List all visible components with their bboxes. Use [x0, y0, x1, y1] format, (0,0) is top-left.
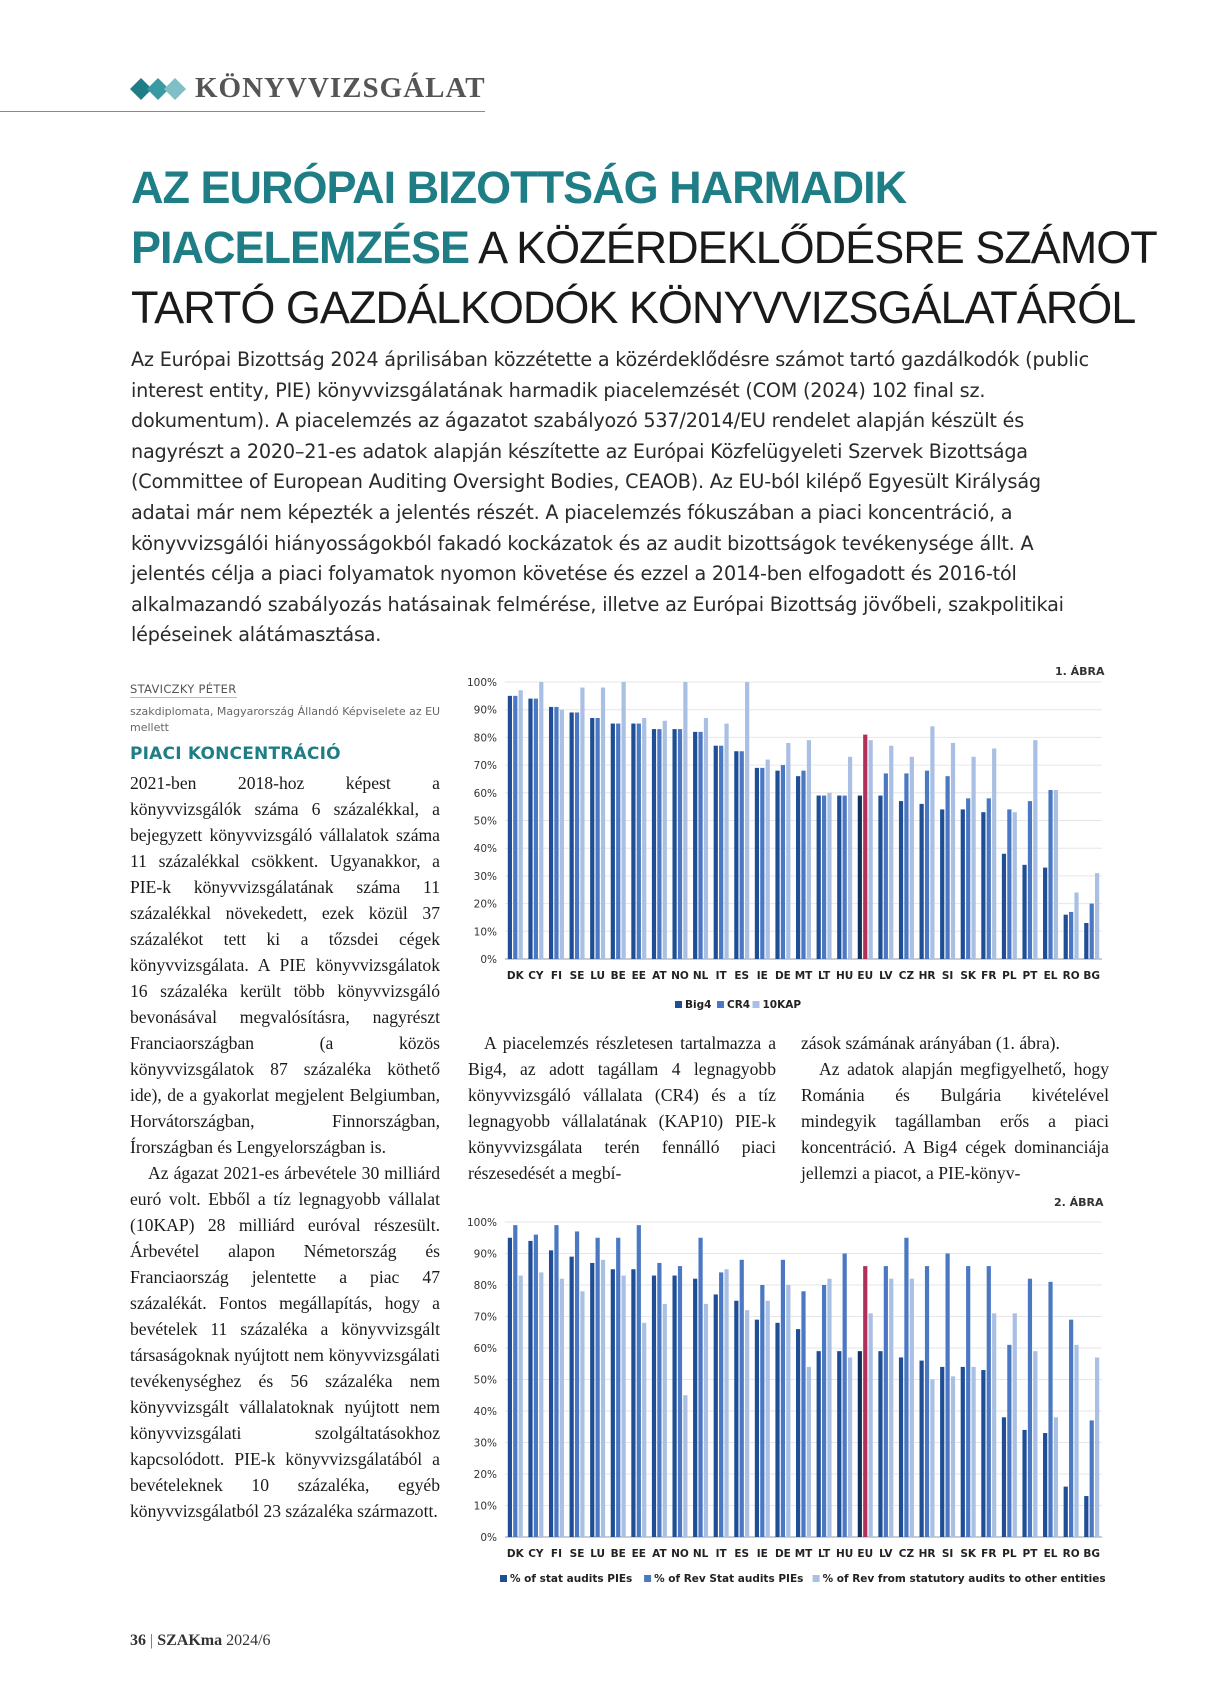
- bar-AT-0: [652, 1276, 656, 1537]
- x-tick-label: MT: [794, 970, 813, 982]
- x-tick-label: BE: [610, 1548, 626, 1560]
- bar-SE-1: [575, 712, 579, 959]
- bar-SK-1: [966, 1266, 970, 1537]
- bar-CZ-0: [899, 801, 903, 959]
- bar-CZ-0: [899, 1357, 903, 1537]
- bar-ES-0: [734, 751, 738, 959]
- bar-EL-0: [1043, 868, 1047, 959]
- bar-LU-2: [601, 1260, 605, 1537]
- page-footer: [130, 1632, 271, 1650]
- bar-EL-2: [1054, 790, 1058, 959]
- legend-label: % of Rev Stat audits PIEs: [654, 1573, 804, 1585]
- bar-MT-0: [796, 1329, 800, 1537]
- bar-LT-2: [827, 1279, 831, 1537]
- bar-RO-2: [1074, 893, 1078, 959]
- x-tick-label: CY: [528, 970, 544, 982]
- bar-IT-1: [719, 1272, 723, 1537]
- section-title: KÖNYVVIZSGÁLAT: [195, 72, 486, 104]
- bar-HU-1: [843, 1254, 847, 1538]
- bar-BE-0: [611, 1269, 615, 1537]
- bar-BE-1: [616, 1238, 620, 1537]
- bar-LT-2: [827, 793, 831, 959]
- y-tick-label: 100%: [466, 1217, 497, 1229]
- bar-NL-2: [704, 718, 708, 959]
- bar-RO-0: [1064, 915, 1068, 959]
- bar-FR-0: [981, 812, 985, 959]
- bar-SI-2: [951, 1376, 955, 1537]
- author-name: STAVICZKY PÉTER: [130, 682, 237, 696]
- bar-HU-0: [837, 796, 841, 959]
- bar-BG-0: [1084, 1496, 1088, 1537]
- bar-EE-1: [637, 724, 641, 959]
- bar-MT-2: [807, 740, 811, 959]
- bar-MT-0: [796, 776, 800, 959]
- bar-RO-0: [1064, 1487, 1068, 1537]
- x-tick-label: PT: [1022, 1548, 1038, 1560]
- section-header: [0, 70, 485, 112]
- bar-BG-2: [1095, 873, 1099, 959]
- bar-PL-1: [1007, 809, 1011, 959]
- bar-LU-0: [590, 718, 594, 959]
- headline-dark: A KÖZÉRDEKLŐDÉSRE SZÁMOT TARTÓ GAZDÁLKODÓK KÖNYVVIZSGÁLATÁRÓL: [131, 222, 1156, 333]
- bar-EE-0: [631, 1269, 635, 1537]
- y-tick-label: 30%: [473, 870, 497, 883]
- bar-EE-2: [642, 1323, 646, 1537]
- bar-NL-1: [698, 732, 702, 959]
- x-tick-label: LU: [590, 970, 606, 982]
- bar-BG-1: [1090, 1420, 1094, 1537]
- x-tick-label: PT: [1022, 970, 1038, 982]
- x-tick-label: HR: [918, 970, 936, 982]
- x-tick-label: FI: [550, 970, 563, 982]
- x-tick-label: EU: [857, 1548, 874, 1560]
- bar-SK-1: [966, 798, 970, 959]
- x-tick-label: IE: [756, 970, 768, 982]
- x-tick-label: DE: [774, 970, 791, 982]
- y-tick-label: 10%: [473, 1500, 497, 1513]
- bar-FI-2: [560, 1279, 564, 1537]
- x-tick-label: MT: [794, 1548, 813, 1560]
- y-tick-label: 80%: [473, 1280, 497, 1292]
- paragraph: Az adatok alapján megfigyelhető, hogy Románia és Bulgária kivételével mindegyik tagállamban erős a piaci koncentráció. A Big4 cégek dominanciája jellemzi a piacot, a PIE-könyv-: [801, 1059, 1109, 1183]
- bar-LV-2: [889, 746, 893, 959]
- legend-swatch: [644, 1575, 651, 1582]
- bar-SE-2: [580, 1291, 584, 1537]
- figure-2-chart: [460, 1204, 1110, 1589]
- paragraph: zások számának arányában (1. ábra).: [801, 1033, 1060, 1053]
- bar-DK-2: [519, 690, 523, 959]
- x-tick-label: HR: [918, 1548, 936, 1560]
- x-tick-label: SK: [960, 970, 977, 982]
- bar-SI-0: [940, 809, 944, 959]
- x-tick-label: IT: [715, 970, 727, 982]
- bar-IE-0: [755, 768, 759, 959]
- bar-ES-2: [745, 682, 749, 959]
- bar-BG-2: [1095, 1357, 1099, 1537]
- x-tick-label: IT: [715, 1548, 727, 1560]
- bar-CY-0: [528, 699, 532, 959]
- bar-NO-1: [678, 729, 682, 959]
- x-tick-label: EE: [631, 1548, 646, 1560]
- bar-DK-2: [519, 1276, 523, 1537]
- bar-MT-1: [801, 771, 805, 959]
- bar-BE-0: [611, 724, 615, 959]
- x-tick-label: IE: [756, 1548, 768, 1560]
- bar-HR-1: [925, 771, 929, 959]
- bar-IE-0: [755, 1320, 759, 1537]
- bar-PL-2: [1013, 812, 1017, 959]
- bar-LU-1: [596, 718, 600, 959]
- x-tick-label: EL: [1043, 970, 1058, 982]
- x-tick-label: BG: [1083, 1548, 1101, 1560]
- bar-LU-0: [590, 1263, 594, 1537]
- bar-LT-0: [817, 1351, 821, 1537]
- bar-IE-2: [766, 1301, 770, 1537]
- x-tick-label: HU: [836, 970, 854, 982]
- x-tick-label: CY: [528, 1548, 544, 1560]
- bar-PL-0: [1002, 854, 1006, 959]
- bar-AT-0: [652, 729, 656, 959]
- left-column: [130, 770, 440, 1524]
- bar-HU-1: [843, 796, 847, 959]
- x-tick-label: AT: [652, 970, 667, 982]
- bar-FR-0: [981, 1370, 985, 1537]
- x-tick-label: AT: [652, 1548, 667, 1560]
- bar-EU-1: [863, 735, 867, 959]
- bar-EE-2: [642, 718, 646, 959]
- legend-swatch: [675, 1001, 682, 1008]
- bar-RO-1: [1069, 912, 1073, 959]
- bar-RO-2: [1074, 1345, 1078, 1537]
- bar-BG-0: [1084, 923, 1088, 959]
- x-tick-label: FR: [981, 970, 997, 982]
- x-tick-label: RO: [1062, 1548, 1080, 1560]
- x-tick-label: LT: [818, 970, 831, 982]
- bar-CY-2: [539, 682, 543, 959]
- x-tick-label: DE: [774, 1548, 791, 1560]
- legend-label: CR4: [727, 999, 751, 1011]
- bar-AT-1: [657, 1263, 661, 1537]
- x-tick-label: DK: [506, 1548, 524, 1560]
- bar-PL-2: [1013, 1313, 1017, 1537]
- article-headline: [131, 158, 1181, 338]
- bar-CZ-2: [910, 757, 914, 959]
- bar-LV-1: [884, 1266, 888, 1537]
- figure-1-label: 1. ÁBRA: [1055, 665, 1105, 678]
- x-tick-label: FR: [981, 1548, 997, 1560]
- bar-SK-2: [971, 757, 975, 959]
- bar-EE-1: [637, 1225, 641, 1537]
- bar-DE-0: [775, 771, 779, 959]
- bar-EL-0: [1043, 1433, 1047, 1537]
- bar-PT-2: [1033, 1351, 1037, 1537]
- y-tick-label: 0%: [480, 1532, 497, 1544]
- bar-NO-0: [672, 729, 676, 959]
- bar-AT-2: [663, 1304, 667, 1537]
- bar-LV-0: [878, 796, 882, 959]
- bar-PT-0: [1022, 1430, 1026, 1537]
- y-tick-label: 60%: [473, 1343, 497, 1355]
- bar-DK-1: [513, 1225, 517, 1537]
- figure-1-chart: [460, 672, 1110, 1017]
- bar-CY-1: [534, 699, 538, 959]
- bar-DK-0: [508, 1238, 512, 1537]
- x-tick-label: DK: [506, 970, 524, 982]
- y-tick-label: 20%: [473, 898, 497, 911]
- x-tick-label: SI: [941, 1548, 954, 1560]
- x-tick-label: NL: [692, 970, 709, 982]
- x-tick-label: EU: [857, 970, 874, 982]
- bar-FR-1: [987, 1266, 991, 1537]
- bar-BE-2: [622, 1276, 626, 1537]
- bar-ES-0: [734, 1301, 738, 1537]
- x-tick-label: BE: [610, 970, 626, 982]
- author-role: szakdiplomata, Magyarország Állandó Képviselete az EU mellett: [130, 705, 441, 734]
- y-tick-label: 40%: [473, 843, 497, 856]
- bar-PT-0: [1022, 865, 1026, 959]
- diamond-logo-icon: [128, 76, 188, 102]
- paragraph: A piacelemzés részletesen tartalmazza a Big4, az adott tagállam 4 legnagyobb könyvvizsgáló vállalata (CR4) és a tíz legnagyobb vállalatának (KAP10) PIE-k könyvvizsgálata terén fennálló piaci részesedését a megbí-: [468, 1033, 776, 1183]
- bar-NO-1: [678, 1266, 682, 1537]
- bar-LT-1: [822, 796, 826, 959]
- bar-HU-2: [848, 757, 852, 959]
- bar-PL-1: [1007, 1345, 1011, 1537]
- bar-DE-2: [786, 1285, 790, 1537]
- bar-SI-2: [951, 743, 955, 959]
- bar-HR-2: [930, 726, 934, 959]
- x-tick-label: LU: [590, 1548, 606, 1560]
- bar-MT-1: [801, 1291, 805, 1537]
- bar-BE-2: [622, 682, 626, 959]
- bar-SK-0: [961, 1367, 965, 1537]
- bar-FR-2: [992, 748, 996, 959]
- x-tick-label: EL: [1043, 1548, 1058, 1560]
- bar-BG-1: [1090, 904, 1094, 959]
- x-tick-label: PL: [1002, 1548, 1017, 1560]
- bar-AT-2: [663, 721, 667, 959]
- y-tick-label: 30%: [473, 1437, 497, 1450]
- bar-PL-0: [1002, 1417, 1006, 1537]
- bar-PT-1: [1028, 801, 1032, 959]
- bar-EU-0: [858, 796, 862, 959]
- x-tick-label: SI: [941, 970, 954, 982]
- author-block: [130, 678, 445, 736]
- y-tick-label: 20%: [473, 1469, 497, 1481]
- bar-LU-1: [596, 1238, 600, 1537]
- bar-FR-2: [992, 1313, 996, 1537]
- bar-FR-1: [987, 798, 991, 959]
- bar-SI-1: [946, 1254, 950, 1538]
- bar-IE-2: [766, 760, 770, 959]
- x-tick-label: SE: [569, 1548, 585, 1560]
- bar-DE-1: [781, 1260, 785, 1537]
- x-tick-label: BG: [1083, 970, 1101, 982]
- x-tick-label: CZ: [898, 1548, 915, 1560]
- bar-CZ-1: [904, 1238, 908, 1537]
- x-tick-label: NL: [692, 1548, 709, 1560]
- bar-DK-1: [513, 696, 517, 959]
- legend-label: % of Rev from statutory audits to other entities: [822, 1573, 1106, 1585]
- x-tick-label: SE: [569, 970, 585, 982]
- bar-FI-0: [549, 707, 553, 959]
- bar-SE-0: [570, 1257, 574, 1537]
- x-tick-label: ES: [734, 1548, 750, 1560]
- bar-SI-0: [940, 1367, 944, 1537]
- bar-EU-0: [858, 1351, 862, 1537]
- bar-HR-1: [925, 1266, 929, 1537]
- bar-EL-1: [1048, 790, 1052, 959]
- bar-CZ-1: [904, 773, 908, 959]
- legend-label: 10KAP: [762, 999, 802, 1011]
- bar-LV-1: [884, 773, 888, 959]
- x-tick-label: FI: [550, 1548, 563, 1560]
- bar-LV-2: [889, 1279, 893, 1537]
- bar-SK-2: [971, 1367, 975, 1537]
- bar-PT-1: [1028, 1279, 1032, 1537]
- bar-FI-0: [549, 1250, 553, 1537]
- x-tick-label: LV: [879, 970, 893, 982]
- bar-CY-2: [539, 1272, 543, 1537]
- bar-SK-0: [961, 809, 965, 959]
- bar-IT-0: [714, 1294, 718, 1537]
- y-tick-label: 70%: [473, 760, 497, 773]
- x-tick-label: SK: [960, 1548, 977, 1560]
- bar-EU-2: [869, 1313, 873, 1537]
- bar-ES-1: [740, 751, 744, 959]
- bar-IE-1: [760, 1285, 764, 1537]
- legend-swatch: [500, 1575, 507, 1582]
- footer-separator: |: [150, 1632, 154, 1649]
- subheading: PIACI KONCENTRÁCIÓ: [130, 744, 341, 764]
- bar-NO-2: [683, 1395, 687, 1537]
- bar-CZ-2: [910, 1279, 914, 1537]
- y-tick-label: 90%: [473, 704, 497, 717]
- bar-IT-1: [719, 746, 723, 959]
- bar-CY-0: [528, 1241, 532, 1537]
- bar-DE-1: [781, 765, 785, 959]
- bar-MT-2: [807, 1367, 811, 1537]
- x-tick-label: PL: [1002, 970, 1017, 982]
- bar-BE-1: [616, 724, 620, 959]
- bar-EU-1: [863, 1266, 867, 1537]
- legend-swatch: [813, 1575, 820, 1582]
- x-tick-label: HU: [836, 1548, 854, 1560]
- headline-teal: AZ EURÓPAI BIZOTTSÁG HARMADIK PIACELEMZÉSE: [131, 162, 907, 273]
- y-tick-label: 10%: [473, 926, 497, 939]
- x-tick-label: NO: [671, 1548, 689, 1560]
- issue-number: 2024/6: [226, 1632, 271, 1649]
- page-number: 36: [130, 1632, 146, 1649]
- bar-FI-2: [560, 710, 564, 959]
- bar-FI-1: [554, 707, 558, 959]
- bar-NO-2: [683, 682, 687, 959]
- x-tick-label: ES: [734, 970, 750, 982]
- bar-EE-0: [631, 724, 635, 959]
- bar-SE-1: [575, 1231, 579, 1537]
- bar-LV-0: [878, 1351, 882, 1537]
- x-tick-label: CZ: [898, 970, 915, 982]
- y-tick-label: 90%: [473, 1248, 497, 1261]
- bar-FI-1: [554, 1225, 558, 1537]
- paragraph: Az ágazat 2021-es árbevétele 30 milliárd euró volt. Ebből a tíz legnagyobb vállalat (10KAP) 28 milliárd euróval részesült. Árbevétel alapon Németország és Franciaország jelentette a piac 47 százalékát. Fontos megállapítás, hogy a bevételek 11 százaléka a könyvvizsgált társaságoknak nyújtott nem könyvvizsgálati tevékenységhez és 56 százaléka nem könyvvizsgált vállalatoknak nyújtott nem könyvvizsgálati szolgáltatásokhoz kapcsolódott. PIE-k könyvvizsgálatából a bevételeknek 10 százaléka, egyéb könyvvizsgálatból 23 százaléka származott.: [130, 1163, 440, 1521]
- y-tick-label: 50%: [473, 1374, 497, 1387]
- legend-label: Big4: [685, 999, 712, 1011]
- x-tick-label: NO: [671, 970, 689, 982]
- bar-EU-2: [869, 740, 873, 959]
- bar-NL-2: [704, 1304, 708, 1537]
- x-tick-label: LV: [879, 1548, 893, 1560]
- bar-NL-0: [693, 732, 697, 959]
- bar-CY-1: [534, 1235, 538, 1537]
- bar-DE-0: [775, 1323, 779, 1537]
- bar-NO-0: [672, 1276, 676, 1537]
- bar-NL-0: [693, 1279, 697, 1537]
- bar-DE-2: [786, 743, 790, 959]
- bar-IE-1: [760, 768, 764, 959]
- bar-EL-1: [1048, 1282, 1052, 1537]
- magazine-name: SZAKma: [157, 1632, 223, 1649]
- bar-SE-0: [570, 712, 574, 959]
- x-tick-label: EE: [631, 970, 646, 982]
- bar-HR-0: [920, 1361, 924, 1537]
- x-tick-label: RO: [1062, 970, 1080, 982]
- lead-paragraph: Az Európai Bizottság 2024 áprilisában közzétette a közérdeklődésre számot tartó gazdálkodók (public interest entity, PIE) könyvvizsgálatának harmadik piacelemzését (COM (2024) 102 final sz. dokumentum). A piacelemzés az ágazatot szabályozó 537/2014/EU rendelet alapján készült és nagyrészt a 2020–21-es adatok alapján készítette az Európai Közfelügyeleti Szervek Bizottsága (Committee of European Auditing Oversight Bodies, CEAOB). Az EU-ból kilépő Egyesült Királyság adatai már nem képezték a jelentés részét. A piacelemzés fókuszában a piaci koncentráció, a könyvvizsgálói hiányosságokból fakadó kockázatok és az audit bizottságok tevékenysége állt. A jelentés célja a piaci folyamatok nyomon követése és ezzel a 2014-ben elfogadott és 2016-tól alkalmazandó szabályozás hatásainak felmérése, illetve az Európai Bizottság jövőbeli, szakpolitikai lépéseinek alátámasztása.: [131, 348, 1090, 647]
- bar-AT-1: [657, 729, 661, 959]
- middle-column: [468, 1030, 776, 1186]
- bar-ES-1: [740, 1260, 744, 1537]
- right-column: [801, 1030, 1109, 1186]
- bar-PT-2: [1033, 740, 1037, 959]
- bar-HU-2: [848, 1357, 852, 1537]
- y-tick-label: 80%: [473, 732, 497, 745]
- y-tick-label: 50%: [473, 815, 497, 828]
- y-tick-label: 60%: [473, 787, 497, 800]
- bar-HR-0: [920, 804, 924, 959]
- figure-2-label: 2. ÁBRA: [1054, 1196, 1104, 1209]
- bar-ES-2: [745, 1310, 749, 1537]
- legend-label: % of stat audits PIEs: [510, 1573, 633, 1585]
- y-tick-label: 0%: [480, 954, 497, 966]
- y-tick-label: 100%: [466, 677, 497, 689]
- legend-swatch: [753, 1001, 760, 1008]
- bar-SE-2: [580, 688, 584, 959]
- bar-EL-2: [1054, 1417, 1058, 1537]
- bar-DK-0: [508, 696, 512, 959]
- y-tick-label: 40%: [473, 1406, 497, 1418]
- bar-LT-0: [817, 796, 821, 959]
- x-tick-label: LT: [818, 1548, 831, 1560]
- legend-swatch: [717, 1001, 724, 1008]
- bar-LT-1: [822, 1285, 826, 1537]
- bar-IT-2: [724, 724, 728, 959]
- y-tick-label: 70%: [473, 1311, 497, 1324]
- bar-IT-0: [714, 746, 718, 959]
- bar-SI-1: [946, 776, 950, 959]
- bar-IT-2: [724, 1269, 728, 1537]
- bar-RO-1: [1069, 1320, 1073, 1537]
- bar-NL-1: [698, 1238, 702, 1537]
- bar-HU-0: [837, 1351, 841, 1537]
- bar-HR-2: [930, 1380, 934, 1538]
- bar-LU-2: [601, 688, 605, 959]
- paragraph: 2021-ben 2018-hoz képest a könyvvizsgálók száma 6 százalékkal, a bejegyzett könyvvizsgáló vállalatok száma 11 százalékkal csökkent. Ugyanakkor, a PIE-k könyvvizsgálatának száma 11 százalékkal növekedett, ezek közül 37 százalékot tett ki a tőzsdei cégek könyvvizsgálata. A PIE könyvvizsgálatok 16 százaléka került több könyvvizsgáló bevonásával megvalósításra, nagyrészt Franciaországban (a közös könyvvizsgálatok 87 százaléka köthető ide), de a gyakorlat megjelent Belgiumban, Horvátországban, Finnországban, Írországban és Lengyelországban is.: [130, 773, 440, 1157]
